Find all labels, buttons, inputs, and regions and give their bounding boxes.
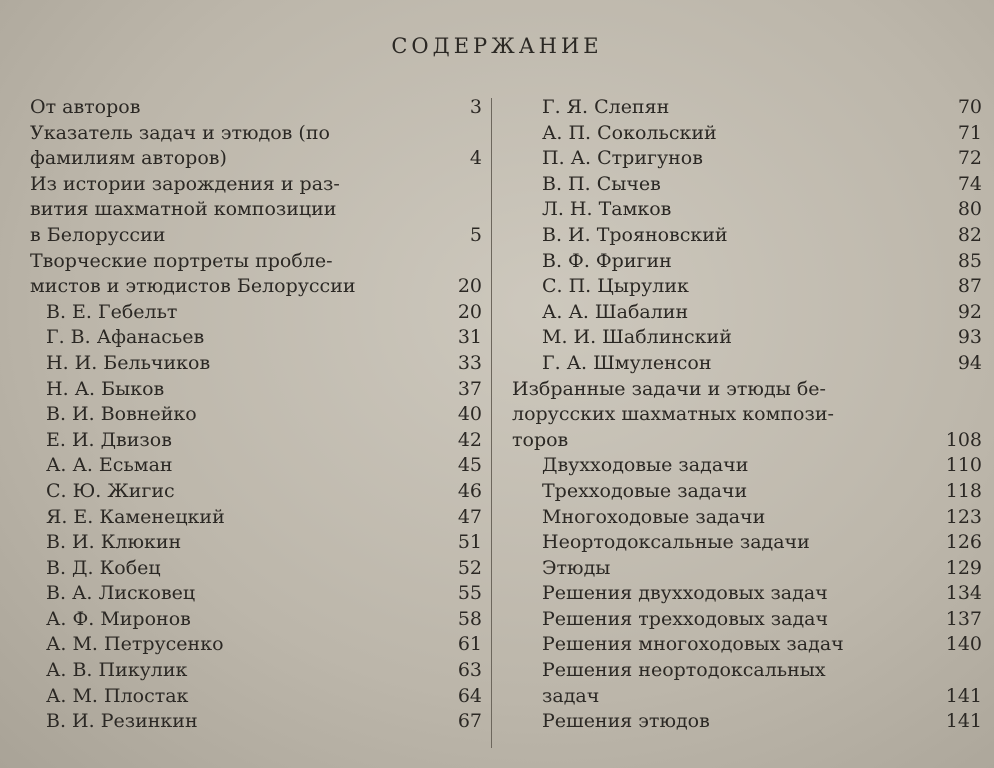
- toc-entry: [30, 505, 482, 531]
- toc-entry-text: Трехходовые задачи: [542, 479, 748, 502]
- toc-entry-text: Решения этюдов: [542, 710, 710, 733]
- toc-left-column: [30, 95, 482, 735]
- toc-page-number: 93: [957, 326, 982, 349]
- toc-page-number: 20: [457, 300, 482, 323]
- toc-page-number: 123: [945, 505, 982, 528]
- toc-entry-text: Решения двухходовых задач: [542, 582, 828, 605]
- toc-page-number: 20: [457, 275, 482, 298]
- toc-entry: [512, 709, 982, 735]
- toc-entry-text: С. П. Цырулик: [542, 275, 689, 298]
- toc-entry: [30, 453, 482, 479]
- toc-entry-text: Решения трехходовых задач: [542, 607, 829, 630]
- toc-entry-text: Л. Н. Тамков: [542, 198, 672, 221]
- toc-entry: [30, 556, 482, 582]
- toc-page-number: 134: [945, 582, 982, 605]
- toc-entry-text: Этюды: [542, 556, 611, 579]
- toc-entry: [30, 249, 482, 300]
- toc-entry-text: В. И. Вовнейко: [46, 403, 197, 426]
- toc-entry-text: А. М. Петрусенко: [46, 633, 224, 656]
- toc-entry: [512, 121, 982, 147]
- column-divider: [491, 98, 492, 748]
- toc-page-number: 94: [957, 351, 982, 374]
- toc-entry-text: Я. Е. Каменецкий: [46, 505, 225, 528]
- toc-page-number: 141: [945, 710, 982, 733]
- toc-entry: [30, 377, 482, 403]
- toc-page-number: 37: [457, 377, 482, 400]
- toc-page-number: 4: [469, 147, 482, 170]
- toc-entry-text: вития шахматной композиции: [30, 198, 337, 221]
- toc-page-number: 51: [457, 531, 482, 554]
- toc-entry-text: П. А. Стригунов: [542, 147, 703, 170]
- toc-entry: [512, 274, 982, 300]
- toc-page-number: 71: [957, 121, 982, 144]
- toc-page-number: 92: [957, 300, 982, 323]
- toc-entry: [30, 530, 482, 556]
- toc-entry: [512, 249, 982, 275]
- toc-page-number: 110: [945, 454, 982, 477]
- toc-entry-text: В. Е. Гебельт: [46, 300, 178, 323]
- toc-page-number: 31: [457, 326, 482, 349]
- toc-page-number: 82: [957, 223, 982, 246]
- toc-entry-text: С. Ю. Жигис: [46, 479, 175, 502]
- toc-entry-text: мистов и этюдистов Белоруссии: [30, 275, 356, 298]
- toc-entry: [30, 658, 482, 684]
- toc-entry-text: задач: [542, 684, 600, 707]
- toc-entry-text: А. П. Сокольский: [542, 121, 717, 144]
- toc-entry-text: В. И. Клюкин: [46, 531, 182, 554]
- toc-page-number: 40: [457, 403, 482, 426]
- toc-entry-text: От авторов: [30, 96, 141, 118]
- toc-entry-text: Е. И. Двизов: [46, 428, 172, 451]
- toc-entry: [30, 121, 482, 172]
- toc-entry-text: Решения неортодоксальных: [542, 659, 826, 682]
- toc-entry: [512, 325, 982, 351]
- toc-page-number: 80: [957, 198, 982, 221]
- toc-entry: [512, 453, 982, 479]
- toc-entry: [30, 581, 482, 607]
- toc-entry-text: Решения многоходовых задач: [542, 633, 844, 656]
- toc-entry: [512, 95, 982, 121]
- toc-entry-text: В. А. Лисковец: [46, 582, 196, 605]
- toc-entry-text: М. И. Шаблинский: [542, 326, 732, 349]
- toc-entry-text: Творческие портреты пробле-: [30, 249, 333, 272]
- toc-page-number: 70: [957, 96, 982, 118]
- toc-entry: [30, 402, 482, 428]
- toc-page-number: 118: [945, 479, 982, 502]
- toc-entry-text: Н. И. Бельчиков: [46, 351, 211, 374]
- toc-entry: [512, 377, 982, 454]
- toc-page-number: 5: [469, 223, 482, 246]
- toc-entry: [512, 351, 982, 377]
- toc-page-number: 61: [457, 633, 482, 656]
- toc-entry: [512, 530, 982, 556]
- toc-page-number: 87: [957, 275, 982, 298]
- toc-entry: [30, 428, 482, 454]
- toc-entry-text: Избранные задачи и этюды бе-: [512, 377, 826, 400]
- toc-entry: [512, 300, 982, 326]
- toc-page-number: 72: [957, 147, 982, 170]
- toc-entry: [512, 658, 982, 709]
- toc-entry-text: Г. В. Афанасьев: [46, 326, 205, 349]
- toc-entry-text: А. М. Плостак: [46, 684, 189, 707]
- toc-entry-text: А. А. Есьман: [46, 454, 173, 477]
- toc-entry-text: лорусских шахматных компози-: [512, 403, 834, 426]
- toc-page-number: 137: [945, 607, 982, 630]
- toc-page-number: 64: [457, 684, 482, 707]
- toc-entry: [30, 607, 482, 633]
- toc-entry: [512, 197, 982, 223]
- toc-page-number: 55: [457, 582, 482, 605]
- toc-page-number: 46: [457, 479, 482, 502]
- toc-entry: [30, 351, 482, 377]
- toc-entry: [30, 325, 482, 351]
- toc-entry-text: Двухходовые задачи: [542, 454, 749, 477]
- toc-entry: [512, 505, 982, 531]
- toc-entry-text: А. А. Шабалин: [542, 300, 689, 323]
- toc-entry: [512, 556, 982, 582]
- toc-page-number: 3: [469, 96, 482, 118]
- toc-entry-text: Из истории зарождения и раз-: [30, 172, 340, 195]
- toc-entry-text: Г. Я. Слепян: [542, 96, 670, 118]
- toc-entry-text: В. И. Трояновский: [542, 223, 728, 246]
- toc-entry: [30, 684, 482, 710]
- toc-page-number: 52: [457, 556, 482, 579]
- toc-entry: [512, 172, 982, 198]
- toc-page-number: 129: [945, 556, 982, 579]
- toc-entry: [512, 607, 982, 633]
- toc-entry-text: В. Д. Кобец: [46, 556, 161, 579]
- toc-page-number: 74: [957, 172, 982, 195]
- toc-entry: [512, 479, 982, 505]
- toc-page-number: 140: [945, 633, 982, 656]
- toc-entry-text: Г. А. Шмуленсон: [542, 351, 712, 374]
- toc-entry: [30, 709, 482, 735]
- toc-entry-text: Многоходовые задачи: [542, 505, 766, 528]
- toc-entry: [512, 632, 982, 658]
- toc-page-number: 33: [457, 351, 482, 374]
- toc-entry-text: В. Ф. Фригин: [542, 249, 672, 272]
- toc-entry-text: Н. А. Быков: [46, 377, 165, 400]
- toc-entry-text: А. Ф. Миронов: [46, 607, 191, 630]
- toc-entry: [30, 300, 482, 326]
- toc-entry-text: торов: [512, 428, 569, 451]
- toc-page-number: 67: [457, 710, 482, 733]
- toc-right-column: [512, 95, 982, 735]
- toc-page-number: 58: [457, 607, 482, 630]
- toc-page-number: 42: [457, 428, 482, 451]
- toc-entry-text: В. И. Резинкин: [46, 710, 198, 733]
- toc-entry: [512, 223, 982, 249]
- toc-entry: [30, 632, 482, 658]
- toc-page-number: 63: [457, 659, 482, 682]
- toc-entry: [512, 146, 982, 172]
- toc-page-number: 126: [945, 531, 982, 554]
- toc-entry-text: А. В. Пикулик: [46, 659, 188, 682]
- toc-entry: [30, 172, 482, 249]
- toc-entry-text: фамилиям авторов): [30, 147, 227, 170]
- toc-page-number: 108: [945, 428, 982, 451]
- page-title: СОДЕРЖАНИЕ: [391, 34, 603, 58]
- toc-page-number: 47: [457, 505, 482, 528]
- toc-entry-text: В. П. Сычев: [542, 172, 661, 195]
- toc-entry-text: Неортодоксальные задачи: [542, 531, 810, 554]
- toc-entry: [30, 95, 482, 121]
- toc-page-number: 141: [945, 684, 982, 707]
- toc-entry-text: Указатель задач и этюдов (по: [30, 121, 330, 144]
- toc-entry: [512, 581, 982, 607]
- toc-page-number: 45: [457, 454, 482, 477]
- toc-page-number: 85: [957, 249, 982, 272]
- toc-entry: [30, 479, 482, 505]
- toc-entry-text: в Белоруссии: [30, 223, 166, 246]
